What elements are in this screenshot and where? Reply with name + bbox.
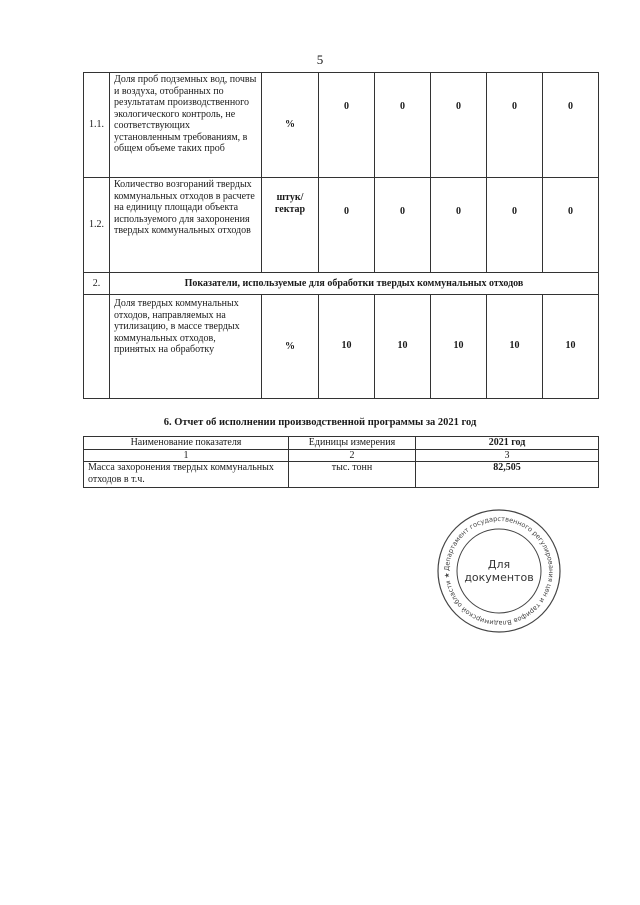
section-row: [84, 273, 599, 295]
stamp-line: документов: [464, 571, 534, 584]
value-cell: 0: [487, 73, 543, 178]
value-cell: 0: [375, 178, 431, 273]
row-number: 1.2.: [84, 178, 110, 273]
value-cell: 0: [431, 178, 487, 273]
value-cell: 10: [543, 295, 599, 399]
stamp-center-text: [436, 508, 562, 634]
value-cell: 0: [543, 73, 599, 178]
column-header: Единицы измерения: [289, 437, 416, 450]
section-heading: Показатели, используемые для обработки твердых коммунальных отходов: [110, 273, 599, 295]
value-cell: 0: [487, 178, 543, 273]
row-number: 1.1.: [84, 73, 110, 178]
section-title: 6. Отчет об исполнении производственной программы за 2021 год: [163, 417, 477, 428]
value-cell: 0: [543, 178, 599, 273]
value-cell: 0: [431, 73, 487, 178]
stamp-line: Для: [487, 558, 511, 571]
value-cell: 0: [319, 178, 375, 273]
value-cell: 10: [431, 295, 487, 399]
value-cell: 10: [375, 295, 431, 399]
column-number-row: [84, 449, 599, 462]
row-number: 2.: [84, 273, 110, 295]
unit-cell: %: [262, 73, 319, 178]
table-row: [84, 295, 599, 399]
row-number: [84, 295, 110, 399]
header-row: [84, 437, 599, 450]
unit-cell: %: [262, 295, 319, 399]
table-row: [84, 73, 599, 178]
indicator-name: Масса захоронения твердых коммунальных отходов в т.ч.: [84, 462, 289, 488]
column-header: Наименование показателя: [84, 437, 289, 450]
report-table: [83, 436, 599, 488]
column-header: 2021 год: [416, 437, 599, 450]
value-cell: 0: [319, 73, 375, 178]
svg-text:Департамент государственного р: Департамент государственного регулирования цен и тарифов Владимирской области ★: [442, 514, 556, 628]
value-cell: 0: [375, 73, 431, 178]
value-cell: 10: [487, 295, 543, 399]
value-cell: 82,505: [416, 462, 599, 488]
column-number: 1: [84, 449, 289, 462]
value-cell: 10: [319, 295, 375, 399]
column-number: 2: [289, 449, 416, 462]
official-stamp: [436, 508, 562, 634]
unit-cell: штук/ гектар: [262, 178, 319, 273]
page-number: 5: [316, 52, 324, 67]
indicator-name: Доля проб подземных вод, почвы и воздуха, отобранных по результатам производственного экологического контроль, не соответствующих установленным требованиям, в общем объеме таких проб: [110, 73, 262, 178]
indicator-name: Количество возгораний твердых коммунальных отходов в расчете на единицу площади объекта используемого для захоронения твердых коммунальных отходов: [110, 178, 262, 273]
table-row: [84, 178, 599, 273]
table-row: [84, 462, 599, 488]
indicators-table: [83, 72, 599, 399]
column-number: 3: [416, 449, 599, 462]
indicator-name: Доля твердых коммунальных отходов, направляемых на утилизацию, в массе твердых коммунальных отходов, принятых на обработку: [110, 295, 262, 399]
unit-cell: тыс. тонн: [289, 462, 416, 488]
